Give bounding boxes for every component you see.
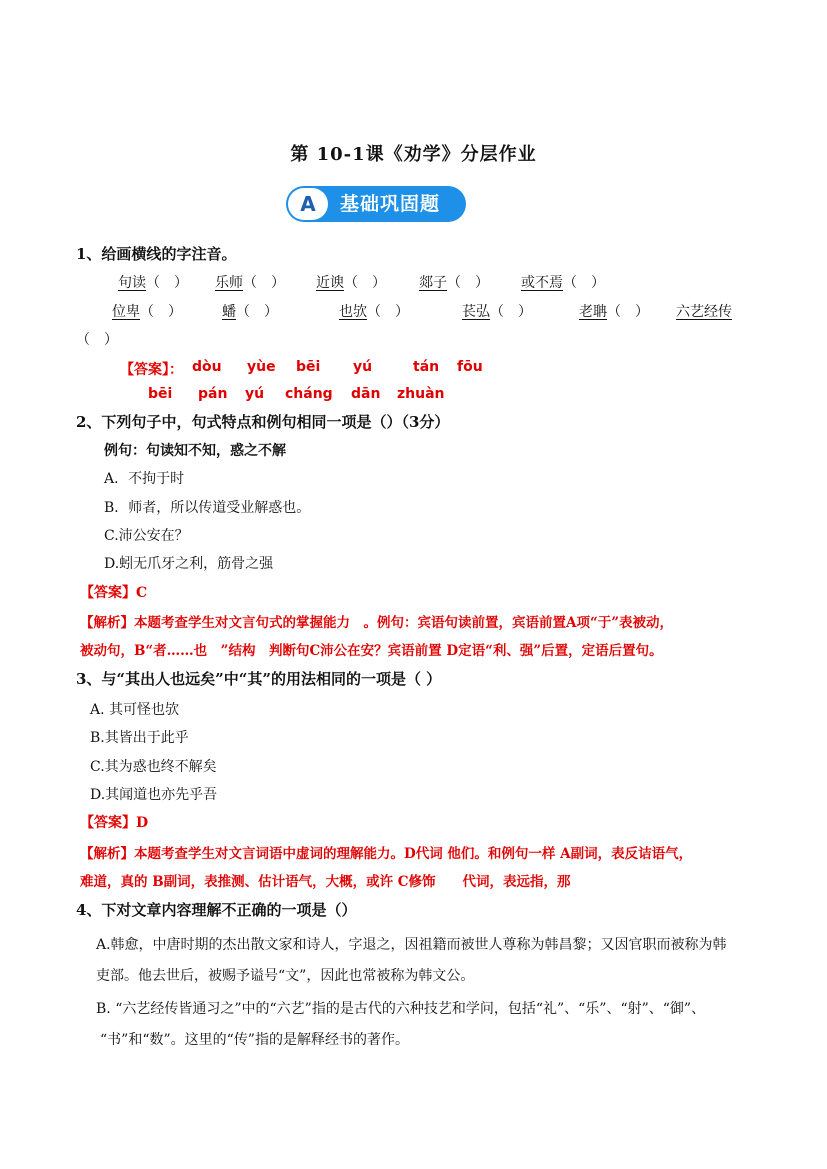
pinyin: zhuàn (397, 386, 445, 402)
pinyin: fōu (457, 359, 483, 375)
q3-option-a: A. 其可怪也欤 (90, 702, 180, 718)
q4-option-b: B. “六艺经传皆通习之”中的“六艺”指的是古代的六种技艺和学问，包括“礼”、“乐”、“射”、“御”、 (96, 1001, 706, 1017)
q2-option-d: D.蚓无爪牙之利，筋骨之强 (104, 556, 274, 572)
pinyin: dān (351, 386, 381, 402)
section-badge (286, 186, 466, 222)
q1-blank: （ ） (76, 332, 118, 348)
q1-heading: 1、给画横线的字注音。 (76, 245, 237, 263)
q4-option-a-cont: 吏部。他去世后，被赐予谥号“文”，因此也常被称为韩文公。 (96, 968, 475, 984)
pinyin: yú (353, 359, 373, 375)
q3-answer: 【答案】D (80, 815, 149, 831)
pinyin: tán (413, 359, 440, 375)
q2-answer: 【答案】C (80, 585, 148, 601)
q3-analysis: 【解析】本题考查学生对文言词语中虚词的理解能力。D代词 他们。和例句一样 A副词，表反诘语气， (80, 846, 693, 862)
q2-analysis: 被动句，B“者……也 ”结构 判断句C沛公在安？宾语前置 D定语“利、强”后置，定语后置句。 (80, 643, 663, 659)
q2-analysis: 【解析】本题考查学生对文言句式的掌握能力 。例句：宾语句读前置，宾语前置A项“于”表被动， (80, 615, 674, 631)
q2-heading: 2、下列句子中，句式特点和例句相同一项是（）（3分） (76, 413, 450, 431)
q1-item: 蟠（ ） (222, 304, 278, 320)
pinyin: pán (198, 386, 228, 402)
q1-item: 郯子（ ） (419, 275, 489, 291)
q1-item: 句读（ ） (118, 275, 188, 291)
q1-item: 老聃（ ） (579, 304, 649, 320)
q1-item: 近谀（ ） (316, 275, 386, 291)
q1-item: 六艺经传 (676, 304, 732, 320)
q1-item: 乐师（ ） (215, 275, 285, 291)
pinyin: yú (245, 386, 265, 402)
q3-heading: 3、与“其出人也远矣”中“其”的用法相同的一项是（ ） (76, 670, 442, 688)
pinyin: bēi (148, 386, 173, 402)
pinyin: cháng (285, 386, 333, 402)
q2-option-b: B．师者，所以传道受业解惑也。 (104, 500, 311, 516)
q3-option-d: D.其闻道也亦先乎吾 (90, 787, 218, 803)
q1-answer-label: 【答案】： (120, 362, 183, 378)
q3-option-b: B.其皆出于此乎 (90, 730, 189, 746)
q2-example: 例句：句读知不知，惑之不解 (104, 443, 286, 459)
pinyin: yùe (247, 359, 276, 375)
q4-option-a: A.韩愈，中唐时期的杰出散文家和诗人，字退之，因祖籍而被世人尊称为韩昌黎；又因官职而被称为韩 (96, 937, 727, 953)
q4-option-b-cont: “书”和“数”。这里的“传”指的是解释经书的著作。 (100, 1032, 409, 1048)
q1-item: 位卑（ ） (112, 304, 182, 320)
page-title: 第 10-1课《劝学》分层作业 (290, 144, 537, 165)
q1-item: 也欤（ ） (339, 304, 409, 320)
q1-item: 或不焉（ ） (521, 275, 605, 291)
badge-letter: A (288, 188, 328, 220)
q2-option-a: A．不拘于时 (104, 471, 185, 487)
q4-heading: 4、下对文章内容理解不正确的一项是（） (76, 901, 357, 919)
badge-text: 基础巩固题 (340, 193, 441, 215)
q1-item: 苌弘（ ） (462, 304, 532, 320)
pinyin: bēi (296, 359, 321, 375)
q3-analysis: 难道，真的 B副词，表推测、估计语气，大概，或许 C修饰 代词，表远指，那 (80, 874, 571, 890)
q3-option-c: C.其为惑也终不解矣 (90, 759, 217, 775)
pinyin: dòu (192, 359, 222, 375)
q2-option-c: C.沛公安在？ (104, 528, 189, 544)
